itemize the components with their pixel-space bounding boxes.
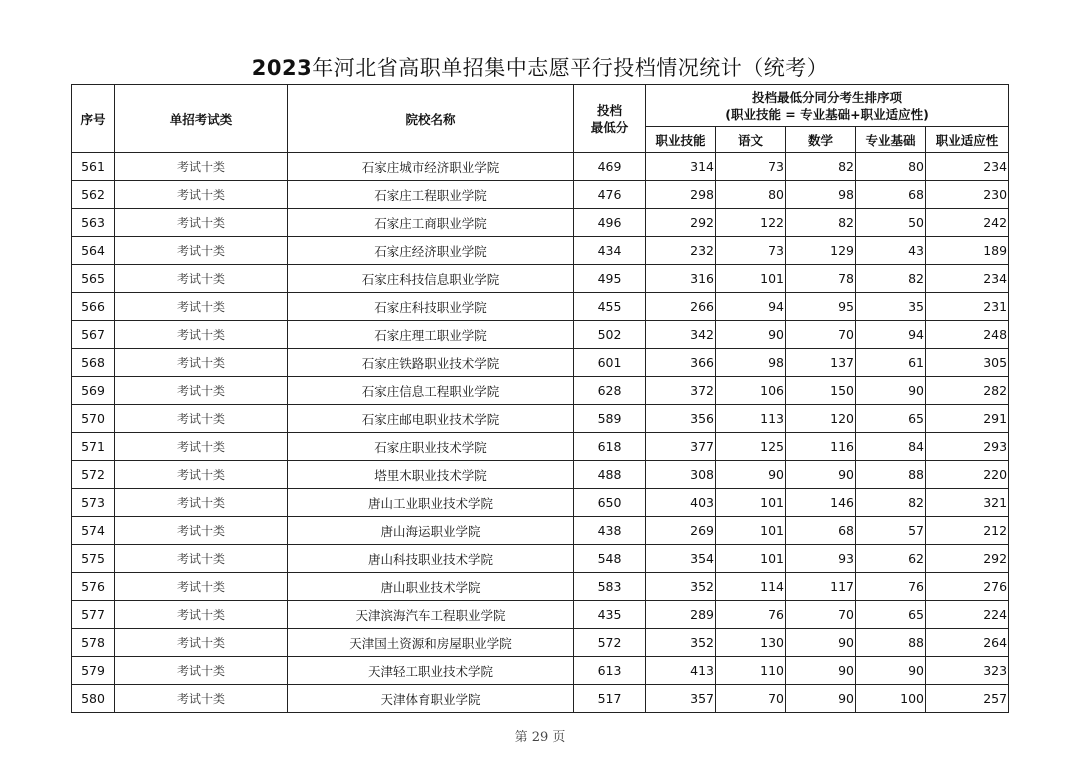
cell-math: 90 bbox=[786, 657, 856, 685]
cell-seq: 563 bbox=[72, 209, 115, 237]
cell-school-name: 石家庄职业技术学院 bbox=[288, 433, 574, 461]
cell-professional-basics: 90 bbox=[856, 657, 926, 685]
cell-seq: 573 bbox=[72, 489, 115, 517]
cell-chinese: 130 bbox=[716, 629, 786, 657]
table-row bbox=[72, 153, 1009, 181]
cell-min-score: 476 bbox=[574, 181, 646, 209]
header-tiebreak bbox=[646, 85, 1009, 127]
table-row bbox=[72, 349, 1009, 377]
table-row bbox=[72, 657, 1009, 685]
cell-math: 82 bbox=[786, 153, 856, 181]
cell-vocational-aptitude: 234 bbox=[926, 265, 1009, 293]
cell-min-score: 434 bbox=[574, 237, 646, 265]
cell-vocational-aptitude: 230 bbox=[926, 181, 1009, 209]
cell-vocational-aptitude: 291 bbox=[926, 405, 1009, 433]
cell-professional-basics: 65 bbox=[856, 601, 926, 629]
cell-exam-category: 考试十类 bbox=[115, 321, 288, 349]
cell-exam-category: 考试十类 bbox=[115, 657, 288, 685]
cell-exam-category: 考试十类 bbox=[115, 489, 288, 517]
cell-school-name: 石家庄铁路职业技术学院 bbox=[288, 349, 574, 377]
header-school-name: 院校名称 bbox=[288, 85, 574, 153]
cell-min-score: 650 bbox=[574, 489, 646, 517]
cell-min-score: 548 bbox=[574, 545, 646, 573]
cell-school-name: 石家庄信息工程职业学院 bbox=[288, 377, 574, 405]
cell-vocational-skill: 366 bbox=[646, 349, 716, 377]
header-tiebreak-line1: 投档最低分同分考生排序项 bbox=[752, 89, 903, 105]
cell-seq: 562 bbox=[72, 181, 115, 209]
cell-vocational-skill: 308 bbox=[646, 461, 716, 489]
cell-exam-category: 考试十类 bbox=[115, 293, 288, 321]
cell-seq: 566 bbox=[72, 293, 115, 321]
cell-vocational-aptitude: 292 bbox=[926, 545, 1009, 573]
cell-vocational-skill: 372 bbox=[646, 377, 716, 405]
cell-vocational-aptitude: 212 bbox=[926, 517, 1009, 545]
cell-exam-category: 考试十类 bbox=[115, 545, 288, 573]
cell-math: 93 bbox=[786, 545, 856, 573]
table-row bbox=[72, 629, 1009, 657]
cell-vocational-aptitude: 248 bbox=[926, 321, 1009, 349]
cell-math: 70 bbox=[786, 321, 856, 349]
cell-exam-category: 考试十类 bbox=[115, 209, 288, 237]
cell-seq: 574 bbox=[72, 517, 115, 545]
cell-school-name: 石家庄工程职业学院 bbox=[288, 181, 574, 209]
table-row bbox=[72, 461, 1009, 489]
cell-chinese: 101 bbox=[716, 489, 786, 517]
header-min-score-line2: 最低分 bbox=[590, 119, 629, 135]
cell-vocational-aptitude: 257 bbox=[926, 685, 1009, 713]
cell-vocational-aptitude: 189 bbox=[926, 237, 1009, 265]
cell-exam-category: 考试十类 bbox=[115, 601, 288, 629]
cell-math: 129 bbox=[786, 237, 856, 265]
cell-school-name: 石家庄科技信息职业学院 bbox=[288, 265, 574, 293]
header-min-score bbox=[574, 85, 646, 153]
table-row bbox=[72, 433, 1009, 461]
table-row bbox=[72, 517, 1009, 545]
cell-min-score: 438 bbox=[574, 517, 646, 545]
cell-seq: 572 bbox=[72, 461, 115, 489]
cell-chinese: 110 bbox=[716, 657, 786, 685]
title-text: 年河北省高职单招集中志愿平行投档情况统计（统考） bbox=[312, 56, 829, 80]
cell-seq: 571 bbox=[72, 433, 115, 461]
cell-math: 98 bbox=[786, 181, 856, 209]
cell-exam-category: 考试十类 bbox=[115, 349, 288, 377]
cell-vocational-skill: 354 bbox=[646, 545, 716, 573]
cell-vocational-aptitude: 224 bbox=[926, 601, 1009, 629]
cell-professional-basics: 76 bbox=[856, 573, 926, 601]
cell-min-score: 496 bbox=[574, 209, 646, 237]
cell-chinese: 101 bbox=[716, 545, 786, 573]
cell-vocational-skill: 292 bbox=[646, 209, 716, 237]
cell-exam-category: 考试十类 bbox=[115, 405, 288, 433]
cell-math: 70 bbox=[786, 601, 856, 629]
cell-professional-basics: 43 bbox=[856, 237, 926, 265]
cell-professional-basics: 88 bbox=[856, 461, 926, 489]
cell-seq: 575 bbox=[72, 545, 115, 573]
cell-math: 68 bbox=[786, 517, 856, 545]
cell-exam-category: 考试十类 bbox=[115, 685, 288, 713]
cell-vocational-skill: 298 bbox=[646, 181, 716, 209]
cell-chinese: 101 bbox=[716, 265, 786, 293]
cell-seq: 561 bbox=[72, 153, 115, 181]
table-row bbox=[72, 573, 1009, 601]
cell-vocational-skill: 232 bbox=[646, 237, 716, 265]
cell-exam-category: 考试十类 bbox=[115, 461, 288, 489]
cell-vocational-aptitude: 276 bbox=[926, 573, 1009, 601]
cell-seq: 578 bbox=[72, 629, 115, 657]
cell-seq: 576 bbox=[72, 573, 115, 601]
cell-school-name: 石家庄经济职业学院 bbox=[288, 237, 574, 265]
cell-professional-basics: 68 bbox=[856, 181, 926, 209]
cell-chinese: 101 bbox=[716, 517, 786, 545]
cell-exam-category: 考试十类 bbox=[115, 573, 288, 601]
cell-chinese: 80 bbox=[716, 181, 786, 209]
table-row bbox=[72, 489, 1009, 517]
table-row bbox=[72, 601, 1009, 629]
table-row bbox=[72, 685, 1009, 713]
cell-math: 90 bbox=[786, 685, 856, 713]
cell-vocational-skill: 266 bbox=[646, 293, 716, 321]
header-math: 数学 bbox=[786, 127, 856, 153]
cell-min-score: 589 bbox=[574, 405, 646, 433]
cell-vocational-aptitude: 282 bbox=[926, 377, 1009, 405]
cell-vocational-aptitude: 305 bbox=[926, 349, 1009, 377]
cell-seq: 568 bbox=[72, 349, 115, 377]
cell-professional-basics: 84 bbox=[856, 433, 926, 461]
header-chinese: 语文 bbox=[716, 127, 786, 153]
cell-min-score: 488 bbox=[574, 461, 646, 489]
cell-math: 90 bbox=[786, 461, 856, 489]
cell-math: 146 bbox=[786, 489, 856, 517]
cell-min-score: 455 bbox=[574, 293, 646, 321]
cell-vocational-aptitude: 242 bbox=[926, 209, 1009, 237]
cell-exam-category: 考试十类 bbox=[115, 237, 288, 265]
cell-chinese: 106 bbox=[716, 377, 786, 405]
cell-school-name: 天津国土资源和房屋职业学院 bbox=[288, 629, 574, 657]
cell-chinese: 76 bbox=[716, 601, 786, 629]
cell-math: 82 bbox=[786, 209, 856, 237]
cell-exam-category: 考试十类 bbox=[115, 153, 288, 181]
header-tiebreak-line2: (职业技能 = 专业基础+职业适应性) bbox=[725, 106, 929, 122]
cell-seq: 570 bbox=[72, 405, 115, 433]
cell-min-score: 601 bbox=[574, 349, 646, 377]
cell-vocational-skill: 269 bbox=[646, 517, 716, 545]
cell-school-name: 唐山职业技术学院 bbox=[288, 573, 574, 601]
cell-math: 95 bbox=[786, 293, 856, 321]
cell-chinese: 113 bbox=[716, 405, 786, 433]
table-row bbox=[72, 181, 1009, 209]
cell-school-name: 唐山海运职业学院 bbox=[288, 517, 574, 545]
table-row bbox=[72, 377, 1009, 405]
cell-exam-category: 考试十类 bbox=[115, 377, 288, 405]
cell-math: 117 bbox=[786, 573, 856, 601]
cell-vocational-skill: 352 bbox=[646, 573, 716, 601]
cell-seq: 579 bbox=[72, 657, 115, 685]
cell-chinese: 114 bbox=[716, 573, 786, 601]
table-row bbox=[72, 209, 1009, 237]
cell-chinese: 73 bbox=[716, 237, 786, 265]
cell-school-name: 唐山科技职业技术学院 bbox=[288, 545, 574, 573]
header-vocational-skill: 职业技能 bbox=[646, 127, 716, 153]
cell-exam-category: 考试十类 bbox=[115, 629, 288, 657]
cell-vocational-aptitude: 220 bbox=[926, 461, 1009, 489]
cell-professional-basics: 90 bbox=[856, 377, 926, 405]
cell-math: 116 bbox=[786, 433, 856, 461]
table-row bbox=[72, 545, 1009, 573]
cell-vocational-aptitude: 231 bbox=[926, 293, 1009, 321]
header-min-score-line1: 投档 bbox=[596, 102, 622, 118]
cell-professional-basics: 57 bbox=[856, 517, 926, 545]
table-row bbox=[72, 237, 1009, 265]
cell-school-name: 天津滨海汽车工程职业学院 bbox=[288, 601, 574, 629]
cell-school-name: 塔里木职业技术学院 bbox=[288, 461, 574, 489]
cell-chinese: 90 bbox=[716, 321, 786, 349]
cell-vocational-skill: 342 bbox=[646, 321, 716, 349]
cell-chinese: 94 bbox=[716, 293, 786, 321]
cell-vocational-aptitude: 321 bbox=[926, 489, 1009, 517]
cell-vocational-aptitude: 234 bbox=[926, 153, 1009, 181]
cell-vocational-skill: 413 bbox=[646, 657, 716, 685]
cell-min-score: 613 bbox=[574, 657, 646, 685]
title-year: 2023 bbox=[251, 56, 313, 80]
cell-min-score: 517 bbox=[574, 685, 646, 713]
cell-vocational-skill: 403 bbox=[646, 489, 716, 517]
cell-professional-basics: 82 bbox=[856, 489, 926, 517]
cell-vocational-skill: 352 bbox=[646, 629, 716, 657]
cell-min-score: 583 bbox=[574, 573, 646, 601]
header-professional-basics: 专业基础 bbox=[856, 127, 926, 153]
cell-vocational-aptitude: 323 bbox=[926, 657, 1009, 685]
cell-math: 137 bbox=[786, 349, 856, 377]
cell-professional-basics: 61 bbox=[856, 349, 926, 377]
admission-stats-table bbox=[71, 84, 1009, 713]
cell-professional-basics: 35 bbox=[856, 293, 926, 321]
cell-seq: 567 bbox=[72, 321, 115, 349]
cell-professional-basics: 88 bbox=[856, 629, 926, 657]
cell-chinese: 73 bbox=[716, 153, 786, 181]
cell-professional-basics: 80 bbox=[856, 153, 926, 181]
cell-professional-basics: 62 bbox=[856, 545, 926, 573]
cell-seq: 577 bbox=[72, 601, 115, 629]
cell-math: 120 bbox=[786, 405, 856, 433]
cell-chinese: 98 bbox=[716, 349, 786, 377]
cell-professional-basics: 50 bbox=[856, 209, 926, 237]
cell-vocational-skill: 316 bbox=[646, 265, 716, 293]
cell-min-score: 495 bbox=[574, 265, 646, 293]
cell-exam-category: 考试十类 bbox=[115, 517, 288, 545]
cell-school-name: 石家庄邮电职业技术学院 bbox=[288, 405, 574, 433]
cell-school-name: 天津体育职业学院 bbox=[288, 685, 574, 713]
header-seq: 序号 bbox=[72, 85, 115, 153]
cell-chinese: 90 bbox=[716, 461, 786, 489]
cell-seq: 569 bbox=[72, 377, 115, 405]
cell-school-name: 石家庄科技职业学院 bbox=[288, 293, 574, 321]
cell-chinese: 122 bbox=[716, 209, 786, 237]
cell-seq: 564 bbox=[72, 237, 115, 265]
cell-school-name: 石家庄工商职业学院 bbox=[288, 209, 574, 237]
cell-professional-basics: 82 bbox=[856, 265, 926, 293]
cell-min-score: 572 bbox=[574, 629, 646, 657]
page-number: 第 29 页 bbox=[514, 730, 566, 745]
cell-min-score: 469 bbox=[574, 153, 646, 181]
cell-seq: 565 bbox=[72, 265, 115, 293]
table-row bbox=[72, 265, 1009, 293]
cell-vocational-aptitude: 264 bbox=[926, 629, 1009, 657]
cell-vocational-skill: 357 bbox=[646, 685, 716, 713]
cell-min-score: 628 bbox=[574, 377, 646, 405]
cell-vocational-skill: 314 bbox=[646, 153, 716, 181]
cell-school-name: 天津轻工职业技术学院 bbox=[288, 657, 574, 685]
cell-math: 150 bbox=[786, 377, 856, 405]
document-title bbox=[0, 52, 1080, 82]
cell-school-name: 唐山工业职业技术学院 bbox=[288, 489, 574, 517]
cell-professional-basics: 94 bbox=[856, 321, 926, 349]
cell-vocational-skill: 356 bbox=[646, 405, 716, 433]
cell-min-score: 435 bbox=[574, 601, 646, 629]
table-row bbox=[72, 293, 1009, 321]
table-row bbox=[72, 405, 1009, 433]
cell-exam-category: 考试十类 bbox=[115, 433, 288, 461]
cell-math: 78 bbox=[786, 265, 856, 293]
cell-vocational-aptitude: 293 bbox=[926, 433, 1009, 461]
cell-vocational-skill: 377 bbox=[646, 433, 716, 461]
header-vocational-aptitude: 职业适应性 bbox=[926, 127, 1009, 153]
cell-school-name: 石家庄理工职业学院 bbox=[288, 321, 574, 349]
cell-chinese: 70 bbox=[716, 685, 786, 713]
cell-exam-category: 考试十类 bbox=[115, 181, 288, 209]
cell-seq: 580 bbox=[72, 685, 115, 713]
cell-school-name: 石家庄城市经济职业学院 bbox=[288, 153, 574, 181]
table-row bbox=[72, 321, 1009, 349]
cell-math: 90 bbox=[786, 629, 856, 657]
cell-min-score: 618 bbox=[574, 433, 646, 461]
header-exam-category: 单招考试类 bbox=[115, 85, 288, 153]
cell-chinese: 125 bbox=[716, 433, 786, 461]
cell-vocational-skill: 289 bbox=[646, 601, 716, 629]
cell-professional-basics: 100 bbox=[856, 685, 926, 713]
cell-min-score: 502 bbox=[574, 321, 646, 349]
cell-professional-basics: 65 bbox=[856, 405, 926, 433]
cell-exam-category: 考试十类 bbox=[115, 265, 288, 293]
